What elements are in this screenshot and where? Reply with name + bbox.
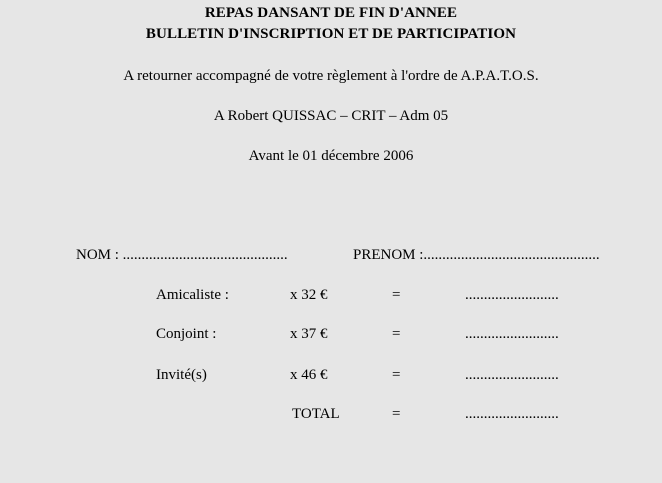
recipient-line: A Robert QUISSAC – CRIT – Adm 05 bbox=[213, 108, 449, 124]
row-price-invite: x 46 € bbox=[290, 367, 328, 383]
row-equals-amicaliste: = bbox=[392, 287, 401, 303]
row-price-amicaliste: x 32 € bbox=[290, 287, 328, 303]
deadline-line: Avant le 01 décembre 2006 bbox=[248, 148, 414, 164]
row-label-conjoint: Conjoint : bbox=[156, 326, 217, 342]
row-label-invite: Invité(s) bbox=[156, 367, 207, 383]
row-price-conjoint: x 37 € bbox=[290, 326, 328, 342]
row-equals-invite: = bbox=[392, 367, 401, 383]
return-instructions: A retourner accompagné de votre règlement à l'ordre de A.P.A.T.O.S. bbox=[123, 68, 539, 84]
row-blank-invite: ......................... bbox=[465, 367, 559, 383]
title-line-1: REPAS DANSANT DE FIN D'ANNEE bbox=[204, 5, 458, 21]
total-blank: ......................... bbox=[465, 406, 559, 422]
row-label-amicaliste: Amicaliste : bbox=[156, 287, 229, 303]
nom-field: NOM : ............................................ bbox=[76, 247, 288, 263]
total-label: TOTAL bbox=[292, 406, 340, 422]
prenom-field: PRENOM :............................................... bbox=[353, 247, 600, 263]
row-equals-conjoint: = bbox=[392, 326, 401, 342]
row-blank-conjoint: ......................... bbox=[465, 326, 559, 342]
row-blank-amicaliste: ......................... bbox=[465, 287, 559, 303]
total-equals: = bbox=[392, 406, 401, 422]
title-line-2: BULLETIN D'INSCRIPTION ET DE PARTICIPATION bbox=[145, 26, 517, 42]
